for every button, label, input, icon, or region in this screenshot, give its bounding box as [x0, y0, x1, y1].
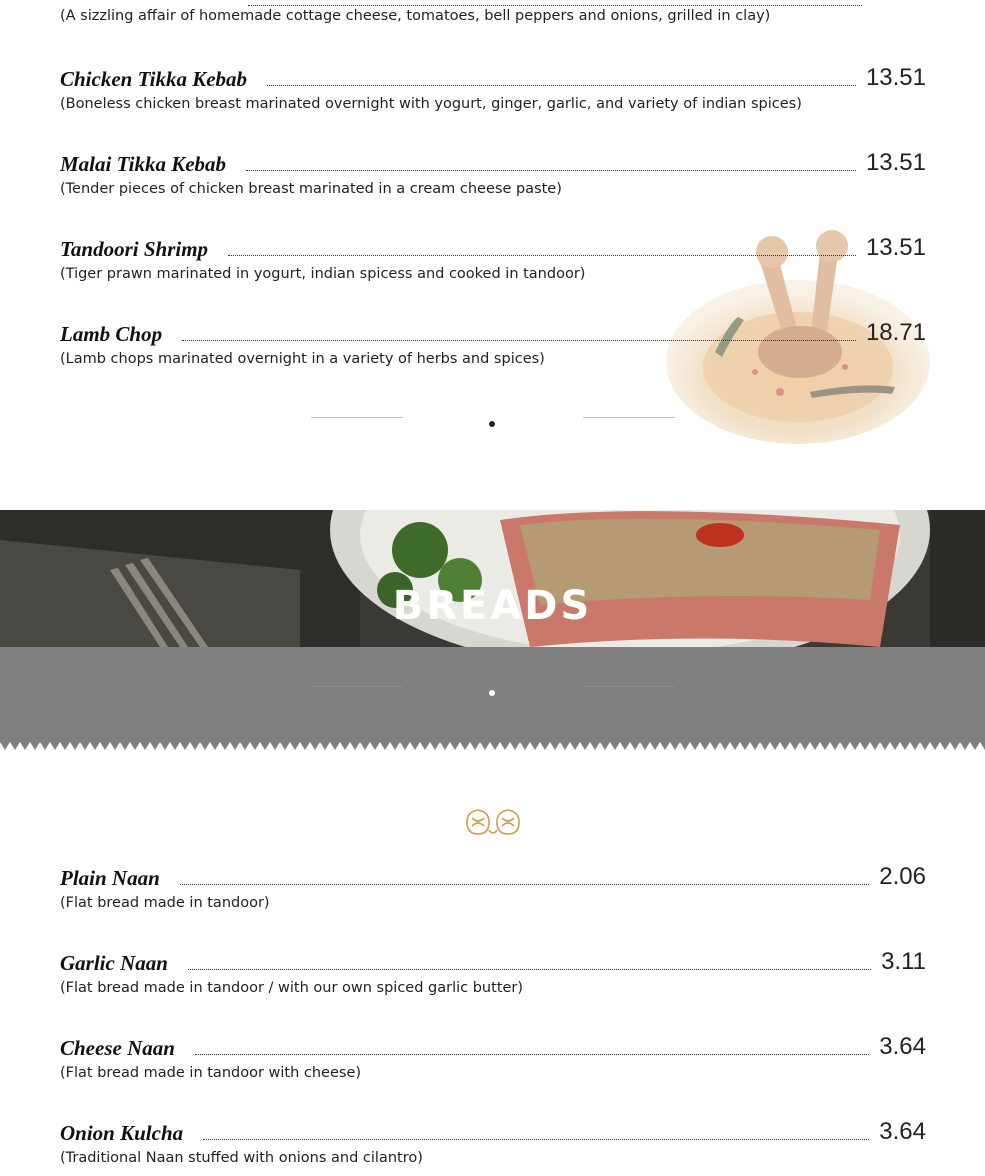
item-price: 13.51: [865, 149, 926, 176]
item-description: (Tender pieces of chicken breast marinated in a cream cheese paste): [60, 181, 562, 197]
section-divider: [0, 417, 985, 431]
menu-item: [60, 946, 926, 1006]
item-description: (Boneless chicken breast marinated overnight with yogurt, ginger, garlic, and variety of indian spices): [60, 96, 802, 112]
menu-item: [60, 147, 926, 207]
banner-grey-band: [0, 647, 985, 750]
item-description: (A sizzling affair of homemade cottage cheese, tomatoes, bell peppers and onions, grilled in clay): [60, 8, 771, 24]
item-dotted-leader: [248, 5, 862, 6]
item-price: 13.51: [865, 64, 926, 91]
item-dotted-leader: [195, 1053, 869, 1055]
menu-item: [60, 62, 926, 122]
item-price: 3.64: [879, 1033, 926, 1060]
item-dotted-leader: [267, 84, 856, 86]
menu-item: [60, 317, 926, 377]
item-description: (Lamb chops marinated overnight in a variety of herbs and spices): [60, 351, 545, 367]
item-dotted-leader: [180, 883, 870, 885]
item-name: Cheese Naan: [60, 1036, 175, 1060]
item-dotted-leader: [203, 1138, 869, 1140]
item-name: Lamb Chop: [60, 322, 163, 346]
item-price: 18.71: [865, 319, 926, 346]
menu-item: [60, 1116, 926, 1176]
divider-line-left: [311, 417, 403, 418]
item-dotted-leader: [246, 169, 856, 171]
item-description: (Flat bread made in tandoor with cheese): [60, 1065, 362, 1081]
dot-icon: [489, 690, 495, 696]
item-description: (Flat bread made in tandoor): [60, 895, 270, 911]
menu-item: [60, 232, 926, 292]
divider-line-left: [311, 686, 403, 687]
item-name: Chicken Tikka Kebab: [60, 67, 248, 91]
item-description: (Tiger prawn marinated in yogurt, indian spicess and cooked in tandoor): [60, 266, 586, 282]
item-name: Plain Naan: [60, 866, 160, 890]
menu-item: [60, 1031, 926, 1091]
divider-line-right: [583, 417, 675, 418]
item-dotted-leader: [182, 339, 856, 341]
section-title: BREADS: [392, 583, 593, 629]
item-price: 3.11: [881, 948, 926, 975]
item-description: (Flat bread made in tandoor / with our own spiced garlic butter): [60, 980, 524, 996]
item-dotted-leader: [188, 968, 871, 970]
item-price: 13.51: [865, 234, 926, 261]
leaf-ornament-icon: [462, 806, 524, 838]
item-name: Onion Kulcha: [60, 1121, 184, 1145]
item-price: 2.06: [879, 863, 926, 890]
item-name: Malai Tikka Kebab: [60, 152, 227, 176]
dot-icon: [489, 421, 495, 427]
item-dotted-leader: [228, 254, 856, 256]
menu-item: [60, 861, 926, 921]
item-description: (Traditional Naan stuffed with onions and cilantro): [60, 1150, 423, 1166]
zigzag-edge: [0, 740, 985, 750]
item-name: Garlic Naan: [60, 951, 168, 975]
item-price: 3.64: [879, 1118, 926, 1145]
divider-line-right: [583, 686, 675, 687]
item-name: Tandoori Shrimp: [60, 237, 209, 261]
